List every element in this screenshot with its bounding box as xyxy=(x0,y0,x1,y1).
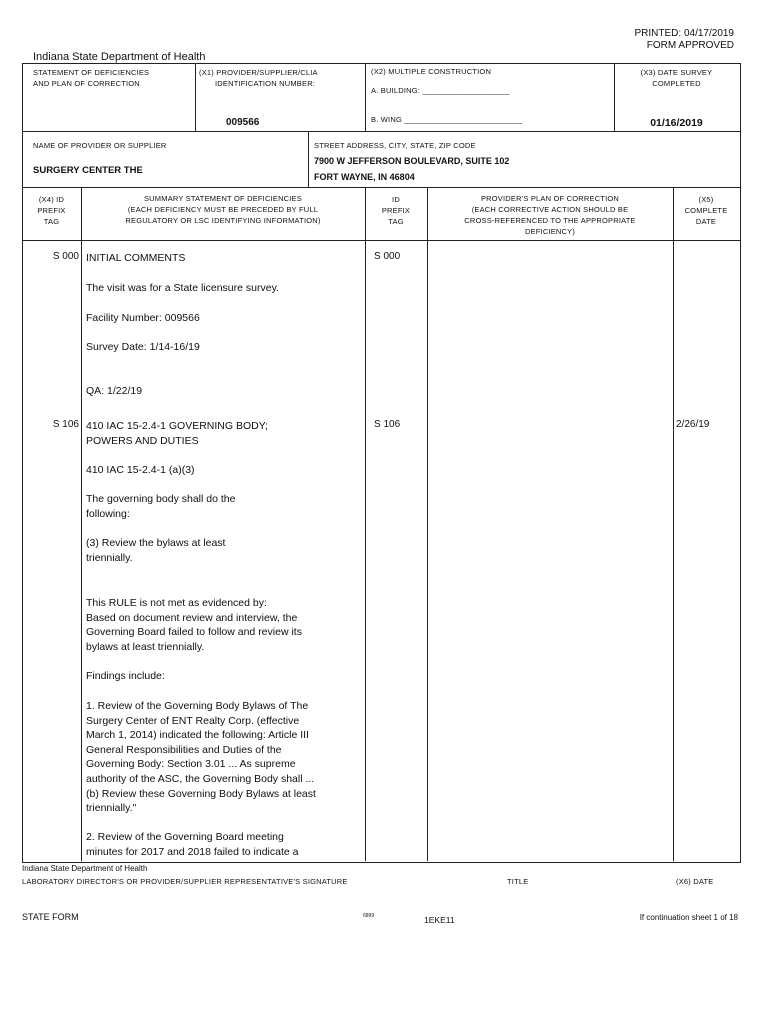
tag-s000-right: S 000 xyxy=(374,251,401,262)
x6-date-label: (X6) DATE xyxy=(676,877,714,886)
provider-name-label: NAME OF PROVIDER OR SUPPLIER xyxy=(33,141,167,150)
survey-date: Survey Date: 1/14-16/19 xyxy=(86,341,200,353)
form-approved: FORM APPROVED xyxy=(646,40,734,51)
divider xyxy=(22,187,740,188)
completion-date: 2/26/19 xyxy=(676,419,710,430)
initial-comments: INITIAL COMMENTS xyxy=(86,252,186,264)
title-label: TITLE xyxy=(507,877,529,886)
x1-value: 009566 xyxy=(226,117,260,128)
x2-wing: B. WING ___________________________ xyxy=(371,115,523,124)
tag-s000: S 000 xyxy=(52,251,79,262)
statement-label: STATEMENT OF DEFICIENCIES AND PLAN OF CORRECTION xyxy=(33,68,150,88)
agency-title: Indiana State Department of Health xyxy=(33,51,206,63)
x1-label: (X1) PROVIDER/SUPPLIER/CLIA IDENTIFICATION NUMBER: xyxy=(199,68,318,88)
id-header: ID PREFIX TAG xyxy=(381,195,411,226)
x2-label: (X2) MULTIPLE CONSTRUCTION xyxy=(371,67,492,76)
address-label: STREET ADDRESS, CITY, STATE, ZIP CODE xyxy=(314,141,476,150)
divider xyxy=(308,131,309,187)
x3-value: 01/16/2019 xyxy=(650,117,703,129)
tag-s106-right: S 106 xyxy=(374,419,401,430)
x4-header: (X4) ID PREFIX TAG xyxy=(37,195,66,226)
paragraph: Findings include: xyxy=(86,670,165,682)
divider xyxy=(195,63,196,131)
divider xyxy=(365,187,366,861)
form-number: 6899 xyxy=(363,913,375,919)
address-line2: FORT WAYNE, IN 46804 xyxy=(314,172,415,182)
signature-label: LABORATORY DIRECTOR'S OR PROVIDER/SUPPLIER REPRESENTATIVE'S SIGNATURE xyxy=(22,877,348,886)
qa-date: QA: 1/22/19 xyxy=(86,385,143,397)
rule-citation: 410 IAC 15-2.4-1 (a)(3) xyxy=(86,464,195,476)
divider xyxy=(22,131,740,132)
rule-title: 410 IAC 15-2.4-1 GOVERNING BODY; POWERS AND DUTIES xyxy=(86,420,268,447)
divider xyxy=(22,240,740,241)
paragraph: 1. Review of the Governing Body Bylaws of The Surgery Center of ENT Realty Corp. (effective March 1, 2014) indicated the following: Article III General Responsibilities and Duties of the Governing Body: Section 3.01 ... As supreme authority of the ASC, the Governing Body shall ... (b) Review these Governing Body Bylaws at least triennially." xyxy=(86,700,316,815)
summary-header: SUMMARY STATEMENT OF DEFICIENCIES (EACH DEFICIENCY MUST BE PRECEDED BY FULL REGULATORY OR LSC IDENTIFYING INFORMATION) xyxy=(125,194,321,225)
facility-number: Facility Number: 009566 xyxy=(86,312,200,324)
paragraph: 2. Review of the Governing Board meeting minutes for 2017 and 2018 failed to indicate a xyxy=(86,831,299,858)
paragraph: (3) Review the bylaws at least triennially. xyxy=(86,537,226,564)
paragraph: The visit was for a State licensure survey. xyxy=(86,282,279,294)
address-line1: 7900 W JEFFERSON BOULEVARD, SUITE 102 xyxy=(314,156,510,166)
paragraph: This RULE is not met as evidenced by: Based on document review and interview, the Governing Board failed to follow and review its bylaws at least triennially. xyxy=(86,597,302,653)
printed-date: PRINTED: 04/17/2019 xyxy=(634,28,734,39)
divider xyxy=(427,187,428,861)
x5-header: (X5) COMPLETE DATE xyxy=(684,195,728,226)
x3-label: (X3) DATE SURVEY COMPLETED xyxy=(640,68,713,88)
paragraph: The governing body shall do the following: xyxy=(86,493,236,520)
x2-building: A. BUILDING: ____________________ xyxy=(371,86,510,95)
divider xyxy=(81,187,82,861)
continuation-sheet: If continuation sheet 1 of 18 xyxy=(639,913,738,922)
state-form: STATE FORM xyxy=(22,912,79,922)
divider xyxy=(673,187,674,861)
provider-name: SURGERY CENTER THE xyxy=(33,165,143,176)
event-id: 1EKE11 xyxy=(424,915,455,925)
tag-s106: S 106 xyxy=(52,419,79,430)
plan-header: PROVIDER'S PLAN OF CORRECTION (EACH CORRECTIVE ACTION SHOULD BE CROSS-REFERENCED TO THE APPROPRIATE DEFICIENCY) xyxy=(464,194,636,236)
divider xyxy=(365,63,366,131)
footer-agency: Indiana State Department of Health xyxy=(22,864,148,873)
